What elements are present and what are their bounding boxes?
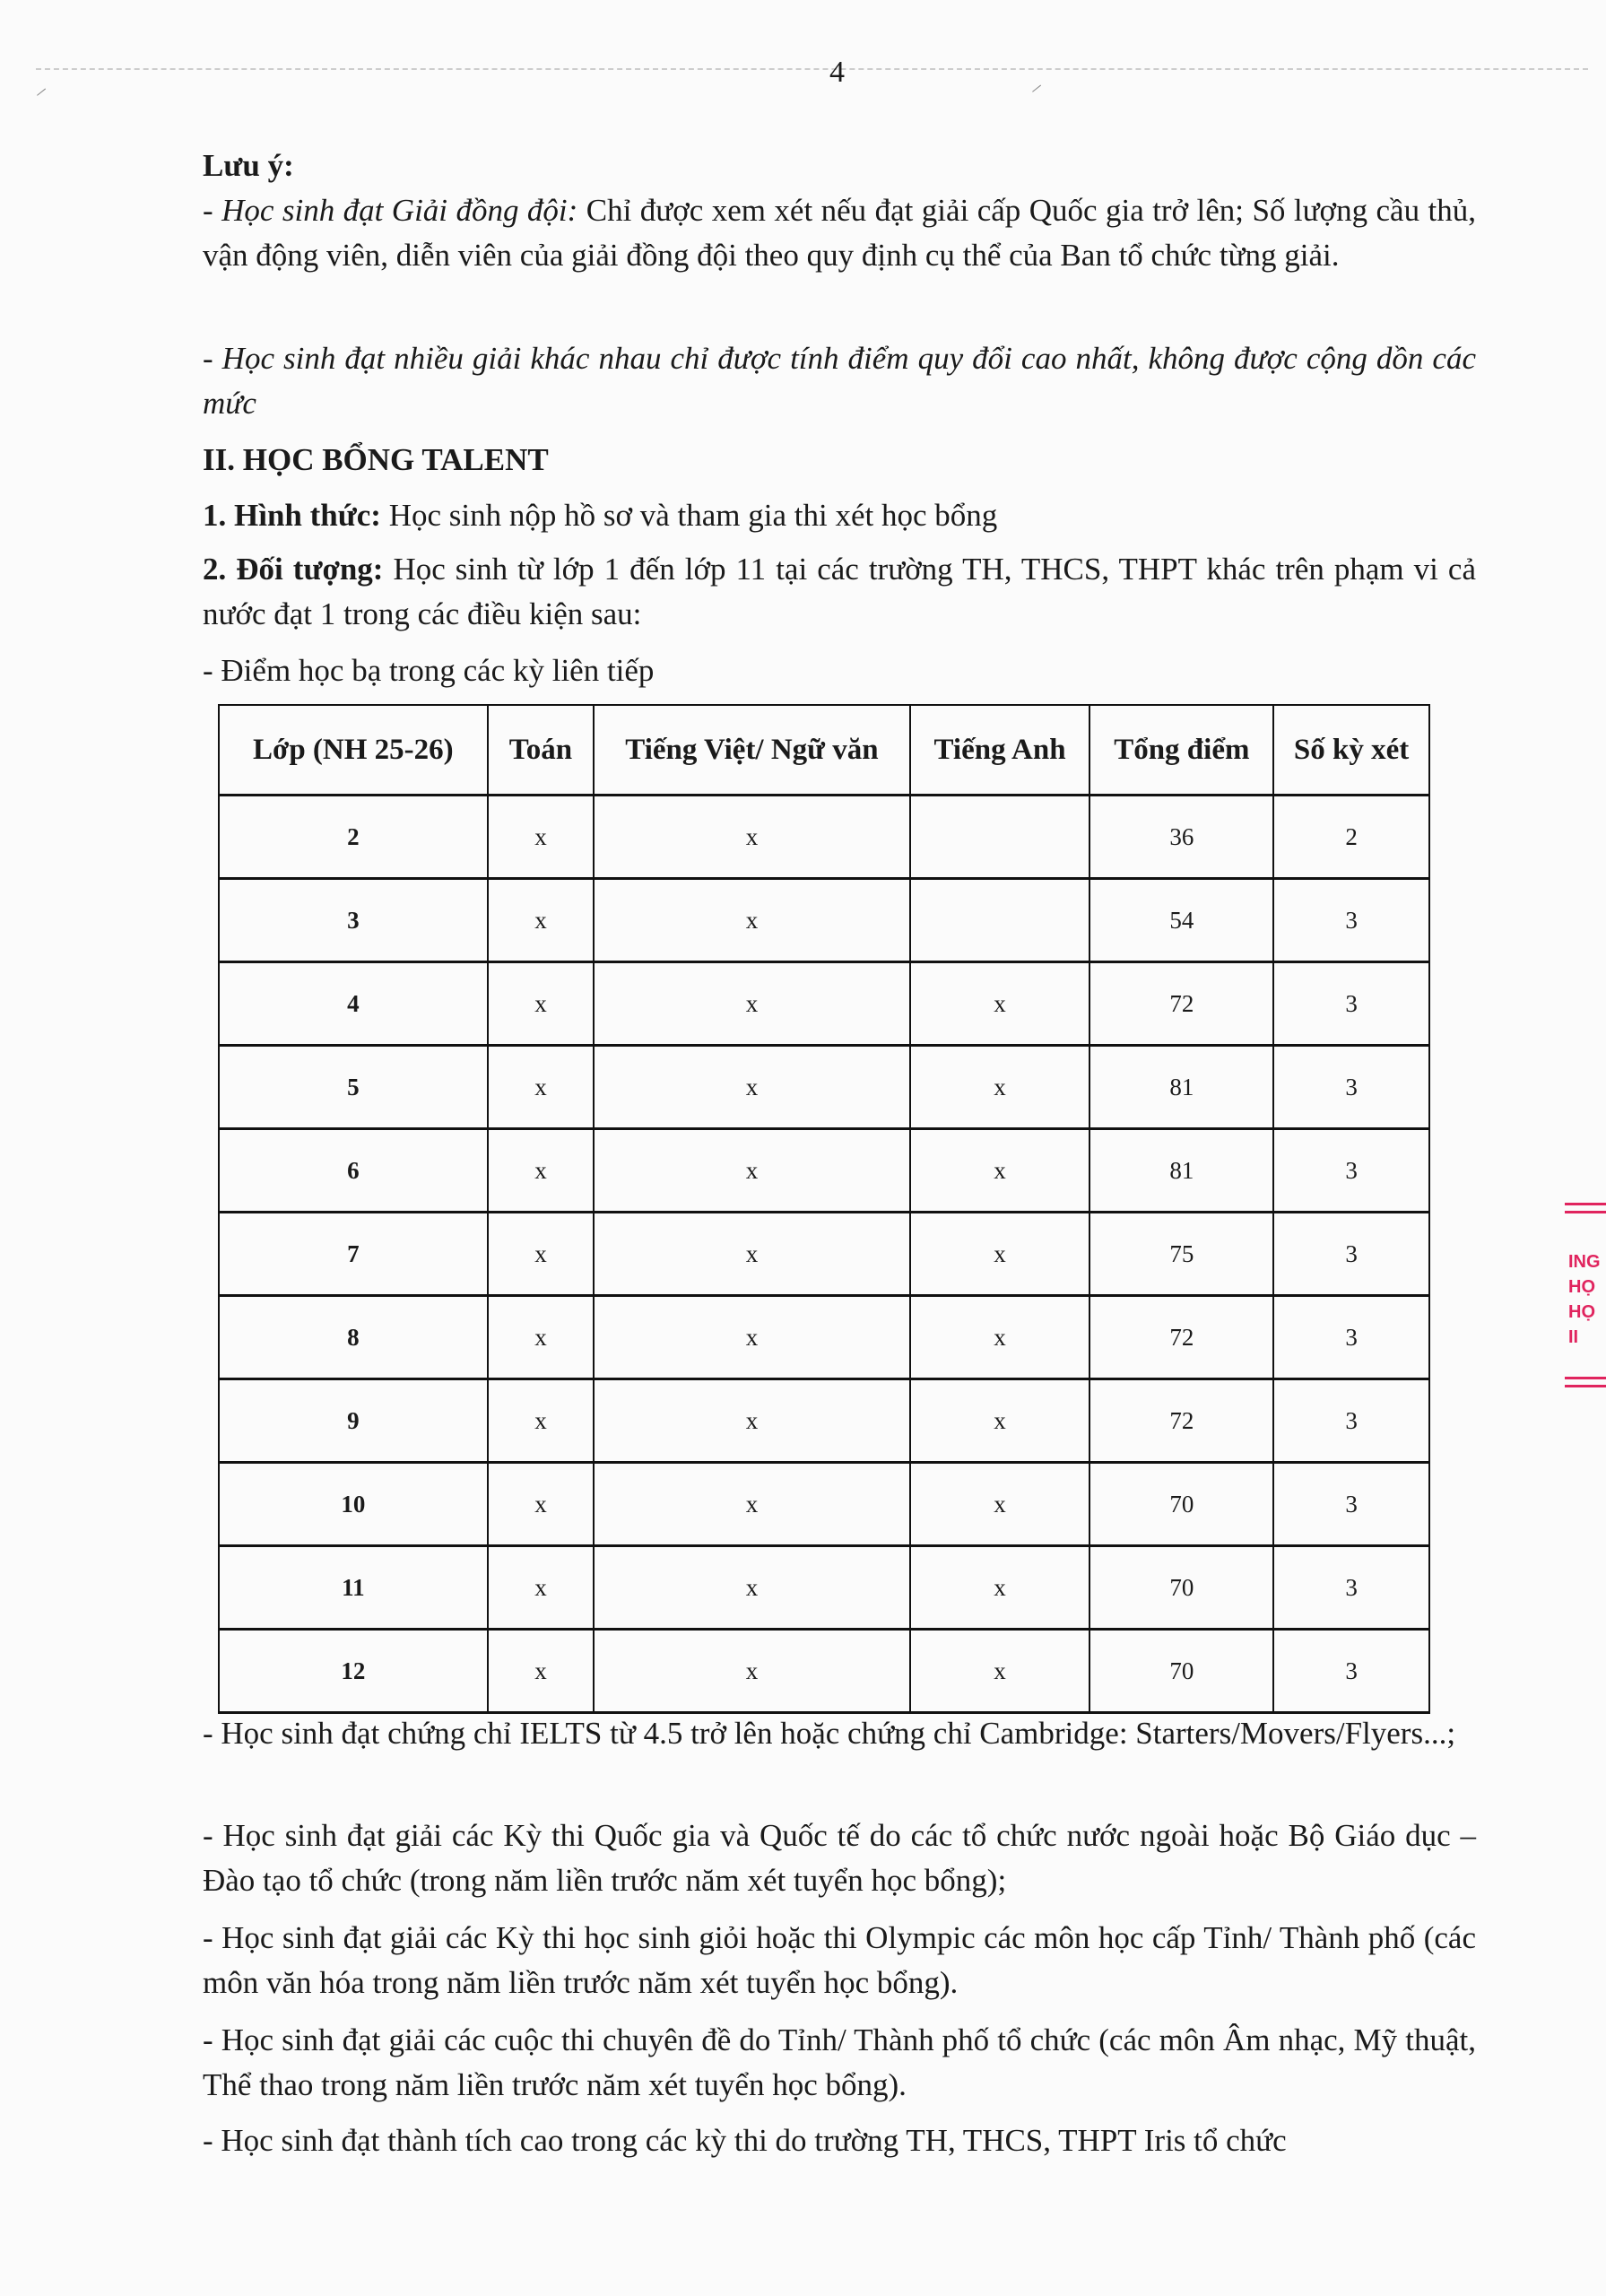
- scan-header-rule: [36, 68, 1588, 70]
- cell-total-score: 70: [1089, 1630, 1273, 1713]
- cell-semesters: 3: [1273, 1046, 1429, 1129]
- cell-english: [910, 879, 1090, 962]
- cell-semesters: 2: [1273, 796, 1429, 879]
- cell-class: 2: [219, 796, 488, 879]
- cell-english: x: [910, 1630, 1090, 1713]
- cell-literature: x: [594, 1379, 909, 1463]
- table-row: [219, 1296, 1429, 1379]
- cell-total-score: 72: [1089, 1296, 1273, 1379]
- cell-math: x: [488, 1463, 595, 1546]
- grades-table: [218, 704, 1430, 1714]
- cell-english: x: [910, 1546, 1090, 1630]
- cell-math: x: [488, 1546, 595, 1630]
- cell-math: x: [488, 1630, 595, 1713]
- cell-literature: x: [594, 1296, 909, 1379]
- condition-ielts: - Học sinh đạt chứng chỉ IELTS từ 4.5 trở lên hoặc chứng chỉ Cambridge: Starters/Movers/Flyers...;: [203, 1716, 1456, 1751]
- cell-class: 4: [219, 962, 488, 1046]
- cell-semesters: 3: [1273, 1463, 1429, 1546]
- scan-mark: ⸝: [36, 76, 47, 99]
- cell-total-score: 75: [1089, 1213, 1273, 1296]
- cell-math: x: [488, 1296, 595, 1379]
- cell-literature: x: [594, 1463, 909, 1546]
- cell-total-score: 72: [1089, 1379, 1273, 1463]
- note-item-2: [203, 336, 1476, 426]
- cell-semesters: 3: [1273, 1630, 1429, 1713]
- cell-total-score: 72: [1089, 962, 1273, 1046]
- cell-class: 10: [219, 1463, 488, 1546]
- condition-provincial-arts: - Học sinh đạt giải các cuộc thi chuyên đề do Tỉnh/ Thành phố tổ chức (các môn Âm nhạc, Mỹ thuật, Thể thao trong năm liền trước năm xét tuyển học bổng).: [203, 2022, 1476, 2102]
- cell-literature: x: [594, 879, 909, 962]
- table-row: [219, 1129, 1429, 1213]
- target-label: 2. Đối tượng:: [203, 552, 384, 587]
- cell-english: x: [910, 1296, 1090, 1379]
- cell-english: [910, 796, 1090, 879]
- condition-iris-exams: - Học sinh đạt thành tích cao trong các kỳ thi do trường TH, THCS, THPT Iris tổ chức: [203, 2123, 1287, 2158]
- red-seal-stamp: [1565, 1197, 1606, 1466]
- cell-literature: x: [594, 1129, 909, 1213]
- table-row: [219, 1379, 1429, 1463]
- section-target: [203, 547, 1476, 637]
- table-row: [219, 1630, 1429, 1713]
- section-form: [203, 493, 1476, 538]
- section-title: II. HỌC BỔNG TALENT: [203, 442, 549, 477]
- cell-total-score: 70: [1089, 1546, 1273, 1630]
- cell-total-score: 54: [1089, 879, 1273, 962]
- cell-class: 5: [219, 1046, 488, 1129]
- table-row: [219, 1213, 1429, 1296]
- cell-math: x: [488, 1129, 595, 1213]
- cell-math: x: [488, 1379, 595, 1463]
- table-row: [219, 1546, 1429, 1630]
- cell-english: x: [910, 1213, 1090, 1296]
- cell-english: x: [910, 1463, 1090, 1546]
- cell-total-score: 36: [1089, 796, 1273, 879]
- cell-semesters: 3: [1273, 1379, 1429, 1463]
- note-item-1-italic: - Học sinh đạt Giải đồng đội:: [203, 193, 578, 228]
- cell-english: x: [910, 1046, 1090, 1129]
- cell-total-score: 70: [1089, 1463, 1273, 1546]
- note-item-2-italic: - Học sinh đạt nhiều giải khác nhau chỉ được tính điểm quy đổi cao nhất, không được cộng dồn các mức: [203, 341, 1476, 421]
- header-semesters: Số kỳ xét: [1273, 705, 1429, 796]
- header-math: Toán: [488, 705, 595, 796]
- header-class: Lớp (NH 25-26): [219, 705, 488, 796]
- cell-class: 7: [219, 1213, 488, 1296]
- table-header-row: [219, 705, 1429, 796]
- condition-national-awards: - Học sinh đạt giải các Kỳ thi Quốc gia và Quốc tế do các tổ chức nước ngoài hoặc Bộ Giáo dục – Đào tạo tổ chức (trong năm liền trước năm xét tuyển học bổng);: [203, 1818, 1476, 1898]
- cell-math: x: [488, 879, 595, 962]
- form-text: Học sinh nộp hồ sơ và tham gia thi xét học bổng: [380, 498, 998, 533]
- table-row: [219, 796, 1429, 879]
- cell-class: 12: [219, 1630, 488, 1713]
- table-row: [219, 1046, 1429, 1129]
- grades-intro: - Điểm học bạ trong các kỳ liên tiếp: [203, 653, 655, 688]
- table-row: [219, 1463, 1429, 1546]
- note-heading: Lưu ý:: [203, 148, 294, 183]
- scan-mark: ⸝: [1031, 73, 1042, 95]
- cell-semesters: 3: [1273, 879, 1429, 962]
- cell-literature: x: [594, 1630, 909, 1713]
- cell-semesters: 3: [1273, 1213, 1429, 1296]
- cell-semesters: 3: [1273, 962, 1429, 1046]
- cell-total-score: 81: [1089, 1046, 1273, 1129]
- cell-semesters: 3: [1273, 1296, 1429, 1379]
- cell-math: x: [488, 962, 595, 1046]
- stamp-line: HỌ: [1568, 1302, 1595, 1322]
- cell-literature: x: [594, 796, 909, 879]
- cell-literature: x: [594, 962, 909, 1046]
- cell-literature: x: [594, 1046, 909, 1129]
- cell-literature: x: [594, 1546, 909, 1630]
- cell-literature: x: [594, 1213, 909, 1296]
- note-item-1-text: Chỉ được xem xét nếu đạt giải cấp Quốc gia trở lên; Số lượng cầu thủ, vận động viên, diễn viên của giải đồng đội theo quy định cụ thể của Ban tổ chức từng giải.: [203, 193, 1476, 273]
- cell-total-score: 81: [1089, 1129, 1273, 1213]
- table-row: [219, 879, 1429, 962]
- page-number: 4: [829, 56, 845, 89]
- cell-semesters: 3: [1273, 1129, 1429, 1213]
- cell-class: 9: [219, 1379, 488, 1463]
- cell-english: x: [910, 1379, 1090, 1463]
- target-text: Học sinh từ lớp 1 đến lớp 11 tại các trường TH, THCS, THPT khác trên phạm vi cả nước đạt 1 trong các điều kiện sau:: [203, 552, 1476, 631]
- header-english: Tiếng Anh: [910, 705, 1090, 796]
- cell-semesters: 3: [1273, 1546, 1429, 1630]
- condition-provincial-olympic: - Học sinh đạt giải các Kỳ thi học sinh giỏi hoặc thi Olympic các môn học cấp Tỉnh/ Thành phố (các môn văn hóa trong năm liền trước năm xét tuyển học bổng).: [203, 1920, 1476, 2000]
- stamp-line: HỌ: [1568, 1277, 1595, 1297]
- cell-math: x: [488, 796, 595, 879]
- cell-english: x: [910, 962, 1090, 1046]
- stamp-line: II: [1568, 1327, 1579, 1347]
- cell-math: x: [488, 1213, 595, 1296]
- header-literature: Tiếng Việt/ Ngữ văn: [594, 705, 909, 796]
- cell-english: x: [910, 1129, 1090, 1213]
- table-row: [219, 962, 1429, 1046]
- note-item-1: [203, 188, 1476, 278]
- cell-class: 11: [219, 1546, 488, 1630]
- form-label: 1. Hình thức:: [203, 498, 381, 533]
- header-total-score: Tổng điểm: [1089, 705, 1273, 796]
- cell-math: x: [488, 1046, 595, 1129]
- cell-class: 6: [219, 1129, 488, 1213]
- cell-class: 8: [219, 1296, 488, 1379]
- cell-class: 3: [219, 879, 488, 962]
- stamp-line: ING: [1568, 1252, 1601, 1272]
